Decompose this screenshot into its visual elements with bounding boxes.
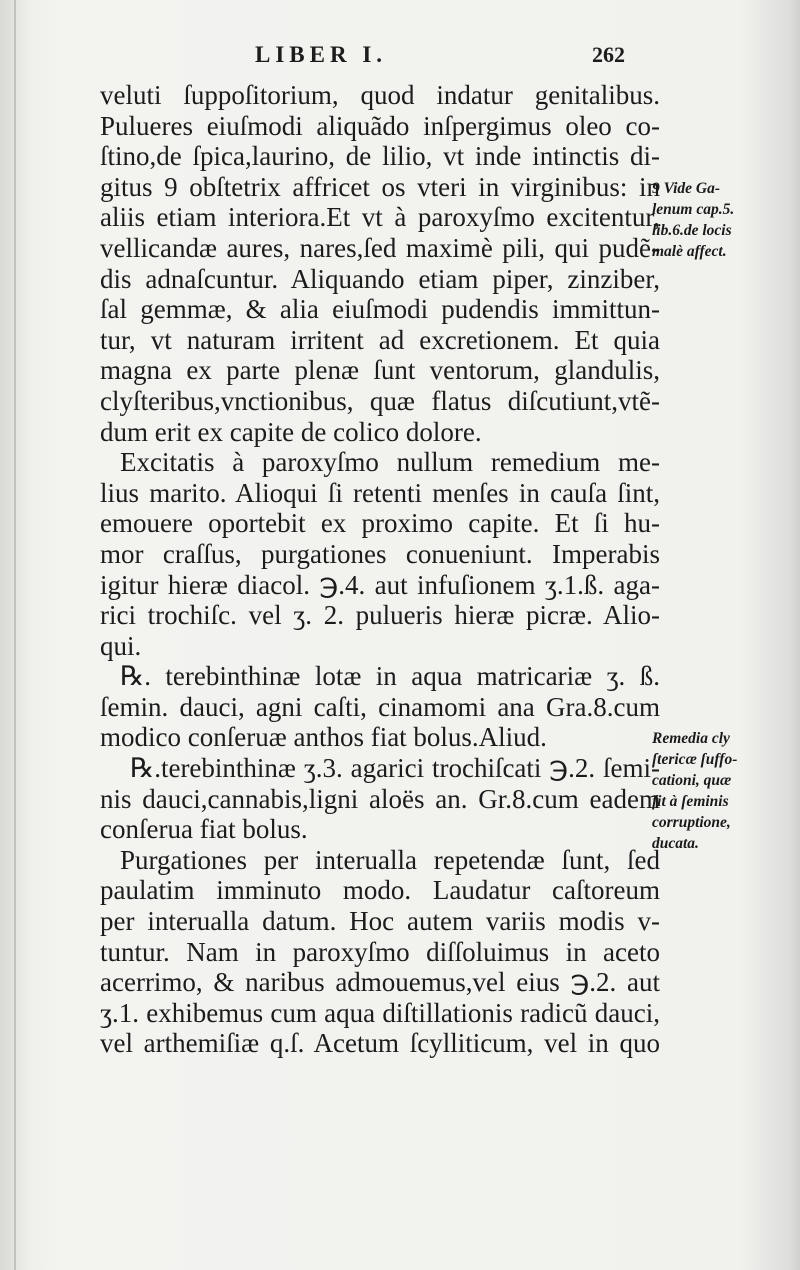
text-line: ſtino,de ſpica,laurino, de lilio, vt inde intinctis di- [100,141,660,172]
text-line: ſal gemmæ, & alia eiuſmodi pudendis immittun- [100,294,660,325]
text-line: dum erit ex capite de colico dolore. [100,416,482,447]
text-line: per interualla datum. Hoc autem variis modis v- [100,906,660,937]
margin-note-line: lenum cap.5. [652,201,735,218]
text-line: igitur hieræ diacol. ℈.4. aut infuſionem ʒ.1.ß. aga- [100,569,660,600]
text-line: Pulueres eiuſmodi aliquãdo inſpergimus oleo co- [100,110,660,141]
margin-note-remedia [652,728,792,854]
text-line: Purgationes per interualla repetendæ ſunt, ſed [120,844,660,875]
text-line: vel arthemiſiæ q.ſ. Acetum ſcylliticum, vel in quo [100,1028,660,1059]
text-line: tur, vt naturam irritent ad excretionem. Et quia [100,324,660,355]
margin-note-line: corruptione, [652,814,731,831]
text-line: Excitatis à paroxyſmo nullum remedium me- [120,447,660,478]
text-line: tuntur. Nam in paroxyſmo diſſoluimus in aceto [100,936,660,967]
text-line: paulatim imminuto modo. Laudatur caſtoreum [100,875,660,906]
text-line: ʒ.1. exhibemus cum aqua diſtillationis radicũ dauci, [100,997,660,1028]
text-line: acerrimo, & naribus admouemus,vel eius ℈.2. aut [100,967,660,998]
margin-note-line: cationi, quæ [652,772,732,789]
text-line: mor craſſus, purgationes conueniunt. Imperabis [100,538,660,569]
recipe-line: conſerua fiat bolus. [100,814,308,845]
recipe-line: ſemin. dauci, agni caſti, cinamomi ana Gra.8.cum [100,691,660,722]
text-line: rici trochiſc. vel ʒ. 2. pulueris hieræ picræ. Alio- [100,600,660,631]
text-line: gitus 9 obſtetrix affricet os vteri in virginibus: in [100,171,660,202]
page-header [0,30,800,70]
text-line: emouere oportebit ex proximo capite. Et ſi hu- [100,508,660,539]
margin-note-line: malè affect. [652,243,727,260]
text-line: clyſteribus,vnctionibus, quæ flatus diſcutiunt,vtẽ- [100,385,660,416]
text-line: aliis etiam interiora.Et vt à paroxyſmo excitentur, [100,202,660,233]
margin-note-line: ſtericæ ſuffo- [652,751,738,768]
margin-note-line: fit à ſeminis [652,793,729,810]
margin-note-line: Remedia cly [652,730,730,747]
text-line: veluti ſuppoſitorium, quod indatur genitalibus. [100,80,660,110]
page-gutter-shadow [14,0,16,1270]
page-number: 262 [592,42,625,67]
recipe-line: nis dauci,cannabis,ligni aloës an. Gr.8.cum eadem [100,783,660,814]
text-line: lius marito. Alioqui ſi retenti menſes in cauſa ſint, [100,477,660,508]
running-head: LIBER I. [255,42,388,67]
text-line: vellicandæ aures, nares,ſed maximè pili, qui pudẽ- [100,232,660,263]
text-line: magna ex parte plenæ ſunt ventorum, glandulis, [100,355,660,386]
margin-note-line: ducata. [652,835,699,852]
recipe-line: ℞.terebinthinæ ʒ.3. agarici trochiſcati ℈.2. ſemi- [130,753,660,784]
recipe-line: modico conſeruæ anthos fiat bolus.Aliud. [100,722,547,753]
text-line: dis adnaſcuntur. Aliquando etiam piper, zinziber, [100,263,660,294]
margin-note-galen [652,178,792,262]
recipe-line: ℞. terebinthinæ lotæ in aqua matricariæ ʒ. ß. [120,661,660,692]
margin-note-line: 9 Vide Ga- [652,180,721,197]
text-line: qui. [100,630,142,661]
main-text-block [100,80,660,1059]
margin-note-line: lib.6.de locis [652,222,732,239]
